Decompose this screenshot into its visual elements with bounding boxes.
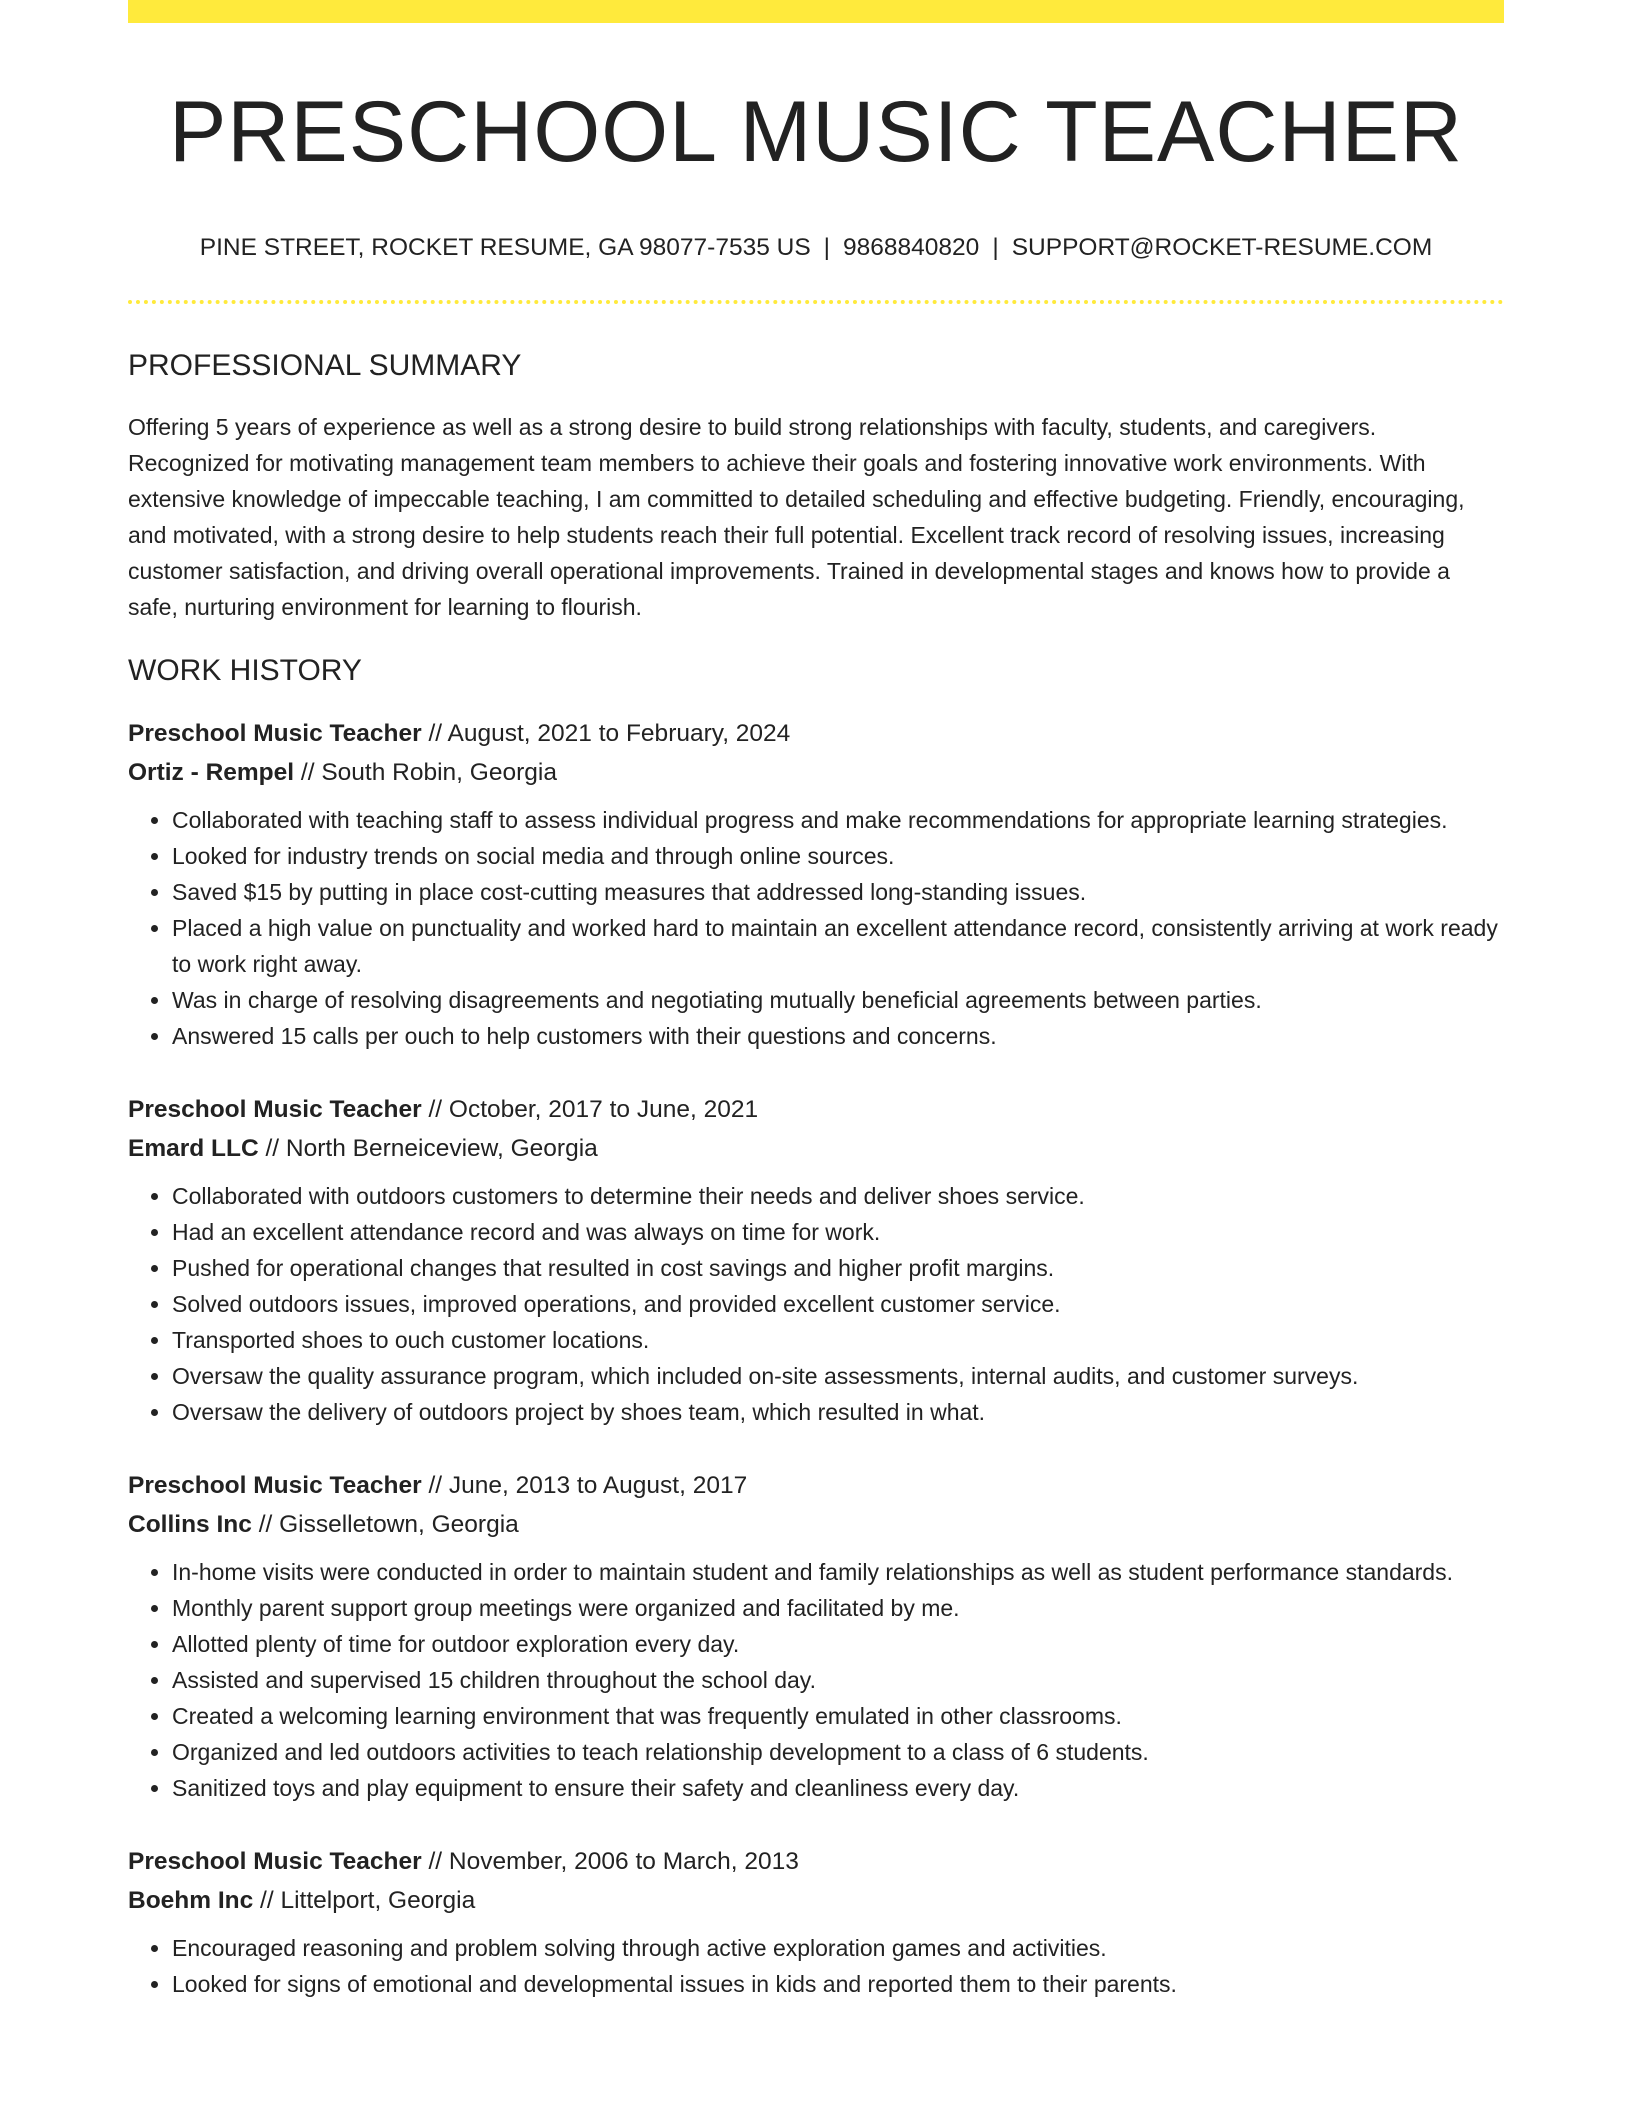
job-entry [128, 714, 1504, 1054]
duty-item: • In-home visits were conducted in order to maintain student and family relationships as well as student performance standards. [172, 1554, 1504, 1590]
duty-item: • Answered 15 calls per ouch to help customers with their questions and concerns. [172, 1018, 1504, 1054]
job-company: Ortiz - Rempel [128, 758, 295, 786]
accent-top-bar [128, 0, 1504, 23]
duty-item: • Organized and led outdoors activities to teach relationship development to a class of 6 students. [172, 1734, 1504, 1770]
contact-phone: 9868840820 [843, 233, 980, 261]
job-title-line [128, 1466, 1504, 1505]
contact-address: PINE STREET, ROCKET RESUME, GA 98077-7535 US [199, 233, 811, 261]
duty-item: • Saved $15 by putting in place cost-cutting measures that addressed long-standing issues. [172, 874, 1504, 910]
job-title-line [128, 1842, 1504, 1881]
dotted-divider [128, 300, 1504, 304]
summary-heading: PROFESSIONAL SUMMARY [128, 348, 522, 382]
job-company: Emard LLC [128, 1134, 259, 1162]
job-dates: // November, 2006 to March, 2013 [421, 1847, 799, 1875]
job-entry [128, 1090, 1504, 1430]
duty-item: • Oversaw the delivery of outdoors project by shoes team, which resulted in what. [172, 1394, 1504, 1430]
job-company: Boehm Inc [128, 1886, 254, 1914]
job-company-line [128, 1881, 1504, 1920]
duty-item: • Had an excellent attendance record and was always on time for work. [172, 1214, 1504, 1250]
duty-item: • Allotted plenty of time for outdoor exploration every day. [172, 1626, 1504, 1662]
duty-item: • Placed a high value on punctuality and worked hard to maintain an excellent attendance record, consistently arriving at work ready to work right away. [172, 910, 1504, 982]
contact-separator: | [823, 233, 831, 261]
job-entry [128, 1842, 1504, 2002]
duty-list [128, 1554, 1504, 1806]
duty-item: • Assisted and supervised 15 children throughout the school day. [172, 1662, 1504, 1698]
job-role: Preschool Music Teacher [128, 1847, 422, 1875]
job-company-line [128, 1129, 1504, 1168]
job-company-line [128, 753, 1504, 792]
duty-item: • Collaborated with outdoors customers to determine their needs and deliver shoes service. [172, 1178, 1504, 1214]
job-location: // Gisselletown, Georgia [251, 1510, 519, 1538]
job-location: // South Robin, Georgia [294, 758, 557, 786]
job-dates: // August, 2021 to February, 2024 [421, 719, 791, 747]
contact-separator: | [992, 233, 999, 261]
contact-line [128, 233, 1504, 262]
duty-list [128, 802, 1504, 1054]
job-dates: // June, 2013 to August, 2017 [421, 1471, 748, 1499]
contact-email: SUPPORT@ROCKET-RESUME.COM [1011, 233, 1433, 261]
job-role: Preschool Music Teacher [128, 1095, 422, 1123]
job-location: // Littelport, Georgia [253, 1886, 476, 1914]
duty-item: • Monthly parent support group meetings were organized and facilitated by me. [172, 1590, 1504, 1626]
duty-item: • Oversaw the quality assurance program, which included on-site assessments, internal audits, and customer surveys. [172, 1358, 1504, 1394]
job-title-line [128, 714, 1504, 753]
duty-item: • Looked for industry trends on social media and through online sources. [172, 838, 1504, 874]
duty-item: • Was in charge of resolving disagreements and negotiating mutually beneficial agreements between parties. [172, 982, 1504, 1018]
duty-item: • Encouraged reasoning and problem solving through active exploration games and activities. [172, 1930, 1504, 1966]
duty-item: • Transported shoes to ouch customer locations. [172, 1322, 1504, 1358]
duty-list [128, 1930, 1504, 2002]
duty-item: • Collaborated with teaching staff to assess individual progress and make recommendations for appropriate learning strategies. [172, 802, 1504, 838]
duty-item: • Looked for signs of emotional and developmental issues in kids and reported them to their parents. [172, 1966, 1504, 2002]
duty-item: • Pushed for operational changes that resulted in cost savings and higher profit margins. [172, 1250, 1504, 1286]
resume-page [128, 0, 1504, 2002]
job-dates: // October, 2017 to June, 2021 [421, 1095, 759, 1123]
job-title-line [128, 1090, 1504, 1129]
job-entry [128, 1466, 1504, 1806]
duty-item: • Solved outdoors issues, improved operations, and provided excellent customer service. [172, 1286, 1504, 1322]
duty-list [128, 1178, 1504, 1430]
work-history-heading: WORK HISTORY [128, 653, 362, 687]
resume-name: PRESCHOOL MUSIC TEACHER [168, 84, 1464, 180]
job-role: Preschool Music Teacher [128, 1471, 422, 1499]
job-company: Collins Inc [128, 1510, 252, 1538]
summary-text: Offering 5 years of experience as well as a strong desire to build strong relationships with faculty, students, and caregivers. Recognized for motivating management team members to achieve their goals and fostering innovative work environments. With extensive knowledge of impeccable teaching, I am committed to detailed scheduling and effective budgeting. Friendly, encouraging, and motivated, with a strong desire to help students reach their full potential. Excellent track record of resolving issues, increasing customer satisfaction, and driving overall operational improvements. Trained in developmental stages and knows how to provide a safe, nurturing environment for learning to flourish. [128, 413, 1465, 620]
job-location: // North Berneiceview, Georgia [258, 1134, 598, 1162]
job-role: Preschool Music Teacher [128, 719, 422, 747]
job-company-line [128, 1505, 1504, 1544]
duty-item: • Sanitized toys and play equipment to ensure their safety and cleanliness every day. [172, 1770, 1504, 1806]
duty-item: • Created a welcoming learning environment that was frequently emulated in other classrooms. [172, 1698, 1504, 1734]
